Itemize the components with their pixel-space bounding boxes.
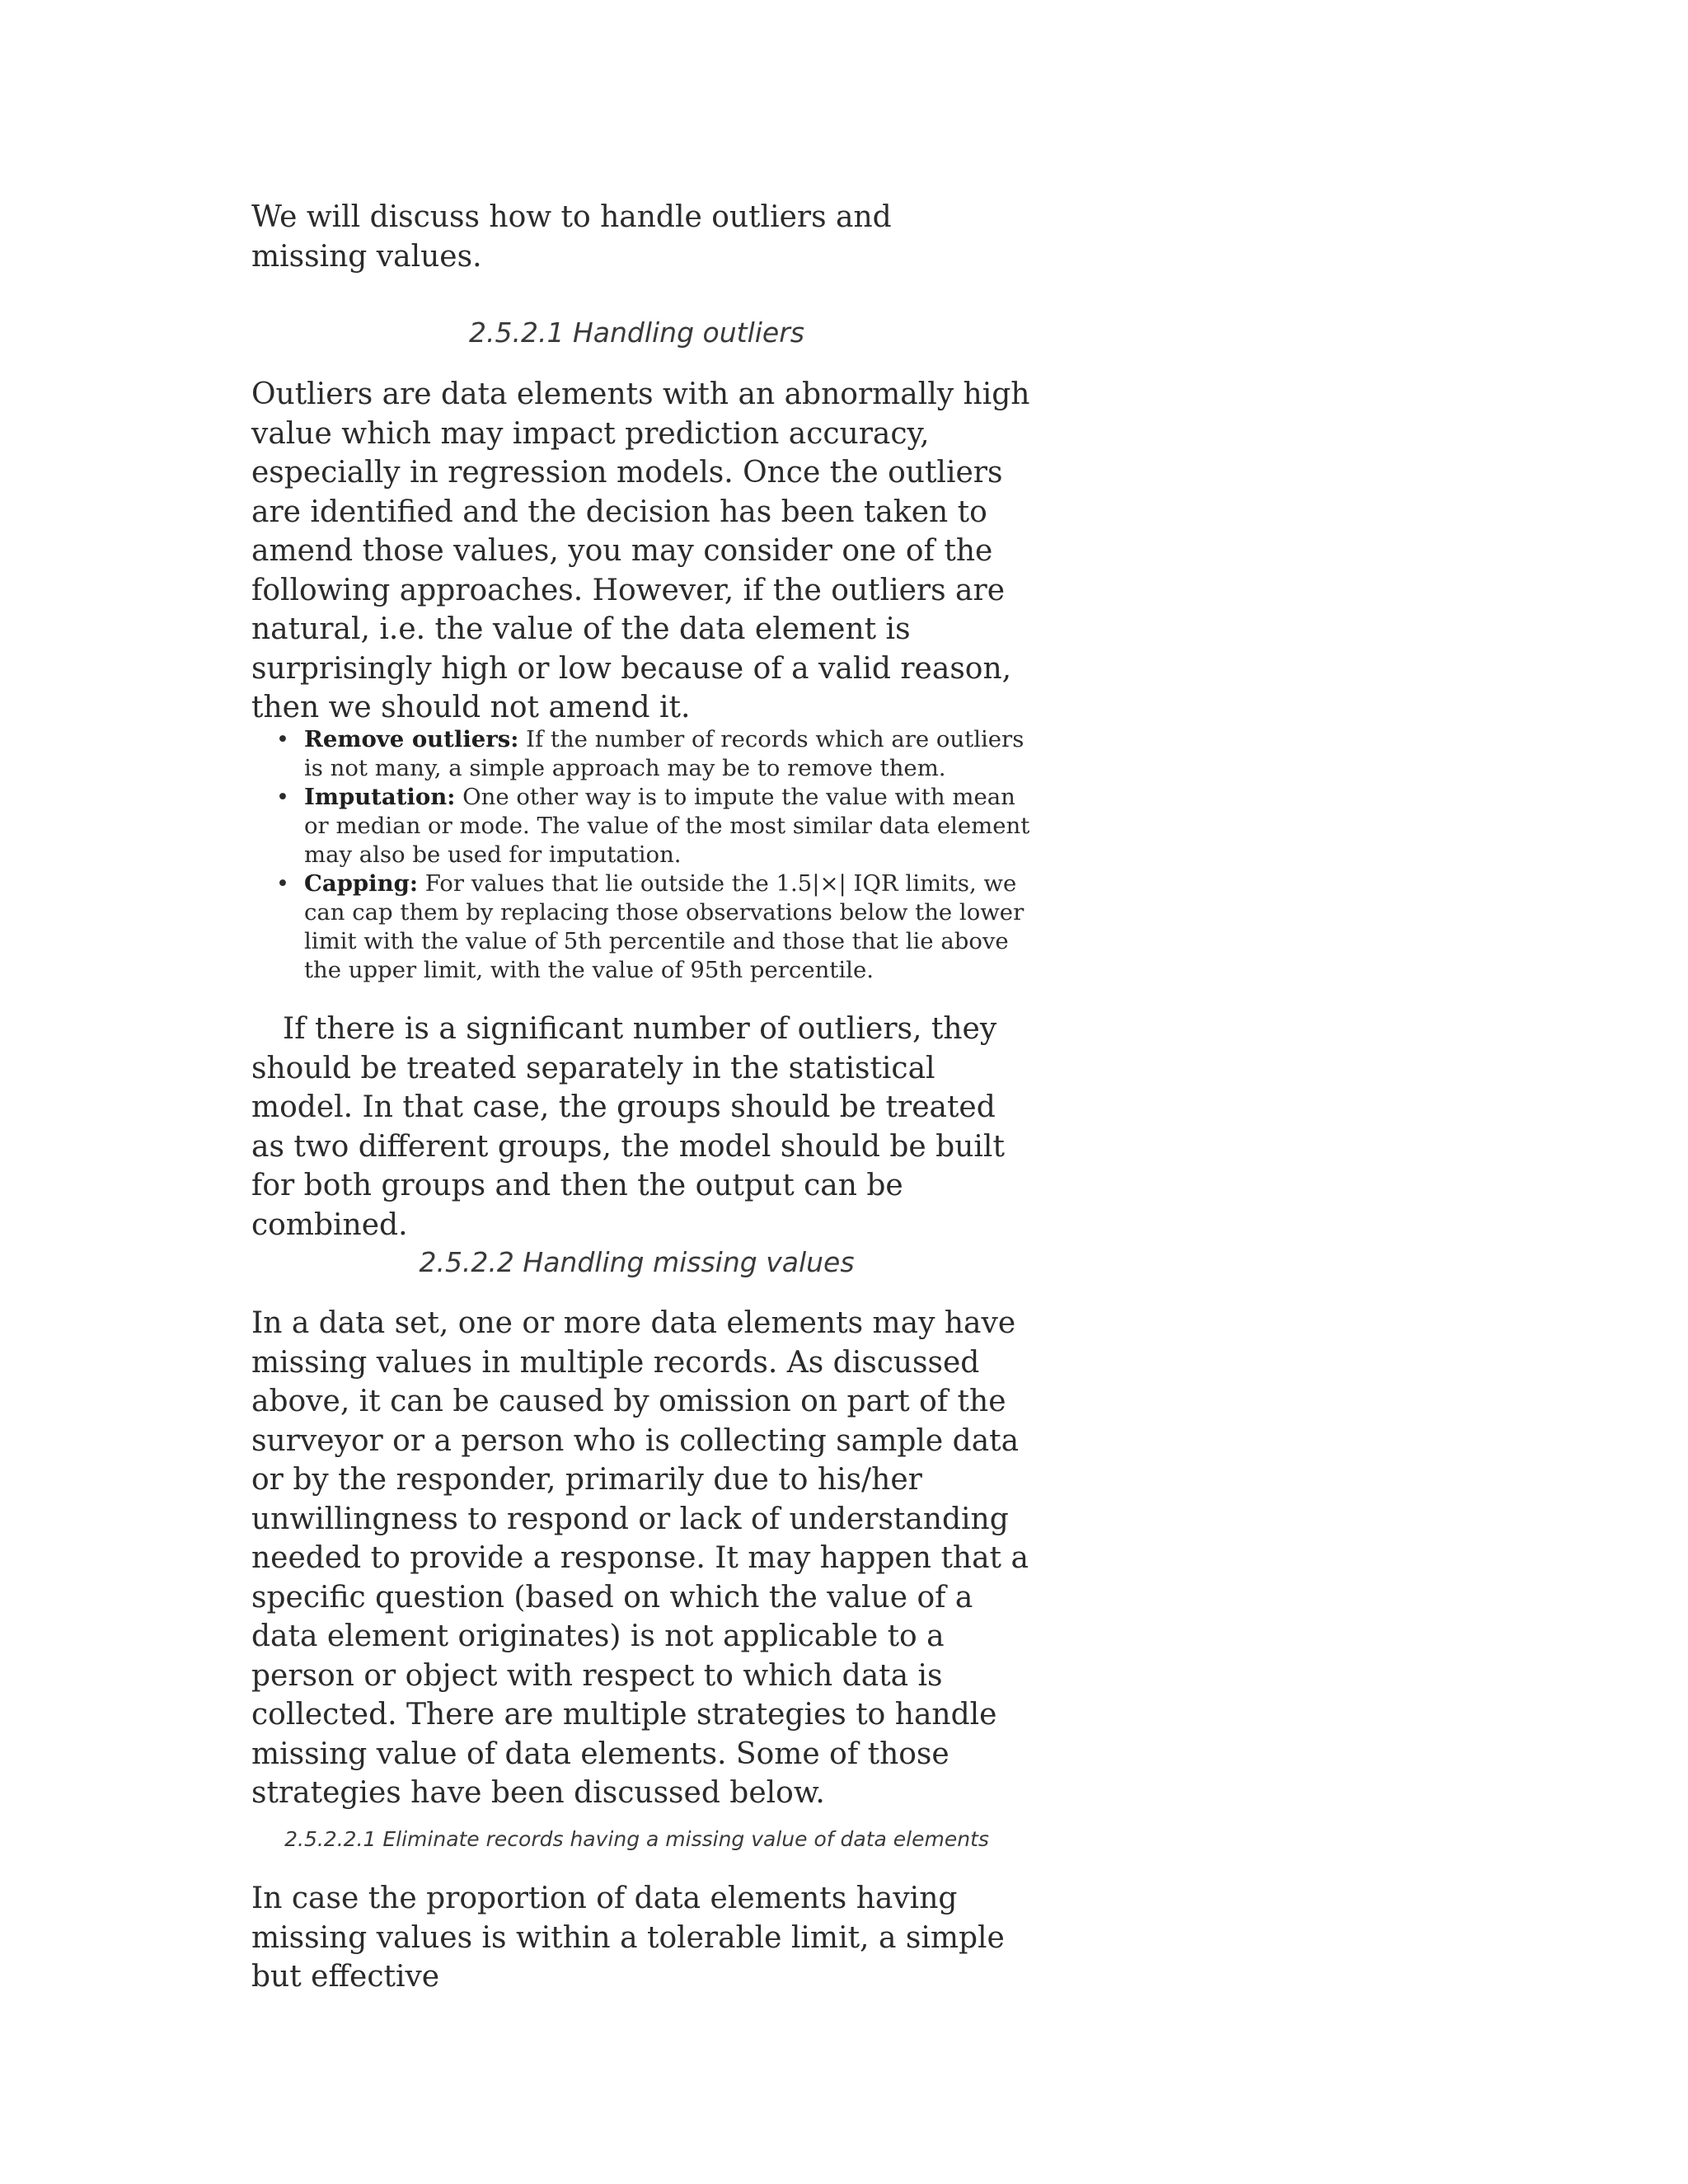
heading-handling-outliers: 2.5.2.1 Handling outliers (469, 316, 804, 349)
list-item-term: Capping: (304, 870, 418, 897)
list-item-imputation (276, 783, 1046, 869)
heading-handling-missing-values: 2.5.2.2 Handling missing values (419, 1246, 855, 1278)
list-item-term: Remove outliers: (304, 726, 519, 752)
outlier-approaches-list (251, 725, 1046, 985)
list-item-text: If the number of records which are outliers is not many, a simple approach may be to remove them. (304, 726, 1025, 781)
list-item-text: For values that lie outside the 1.5|×| IQR limits, we can cap them by replacing those observations below the lower limit with the value of 5th percentile and those that lie above the upper limit, with the value of 95th percentile. (304, 870, 1025, 983)
bullet-glyph: • (276, 871, 289, 897)
bullet-glyph: • (276, 727, 289, 752)
list-item-capping (276, 869, 1046, 985)
outliers-paragraph-2: If there is a significant number of outliers, they should be treated separately in the statistical model. In that case, the groups should be treated as two different groups, the model should be built for both groups and then the output can be combined. (251, 1012, 1005, 1242)
intro-paragraph: We will discuss how to handle outliers and missing values. (251, 200, 892, 274)
bullet-glyph: • (276, 785, 289, 810)
list-item-term: Imputation: (304, 784, 456, 810)
eliminate-records-paragraph: In case the proportion of data elements having missing values is within a tolerable limit, a simple but effective (251, 1882, 1005, 1994)
outliers-paragraph: Outliers are data elements with an abnormally high value which may impact prediction accuracy, especially in regression models. Once the outliers are identified and the decision has been taken to amend those values, you may consider one of the following approaches. However, if the outliers are natural, i.e. the value of the data element is surprisingly high or low because of a valid reason, then we should not amend it. (251, 377, 1030, 724)
missing-values-paragraph: In a data set, one or more data elements may have missing values in multiple records. As discussed above, it can be caused by omission on part of the surveyor or a person who is collecting sample data or by the responder, primarily due to his/her unwillingness to respond or lack of understanding needed to provide a response. It may happen that a specific question (based on which the value of a data element originates) is not applicable to a person or object with respect to which data is collected. There are multiple strategies to handle missing value of data elements. Some of those strategies have been discussed below. (251, 1306, 1029, 1810)
heading-eliminate-records: 2.5.2.2.1 Eliminate records having a missing value of data elements (284, 1827, 989, 1851)
list-item-remove-outliers (276, 725, 1046, 783)
list-item-text: One other way is to impute the value with mean or median or mode. The value of the most similar data element may also be used for imputation. (304, 784, 1030, 868)
